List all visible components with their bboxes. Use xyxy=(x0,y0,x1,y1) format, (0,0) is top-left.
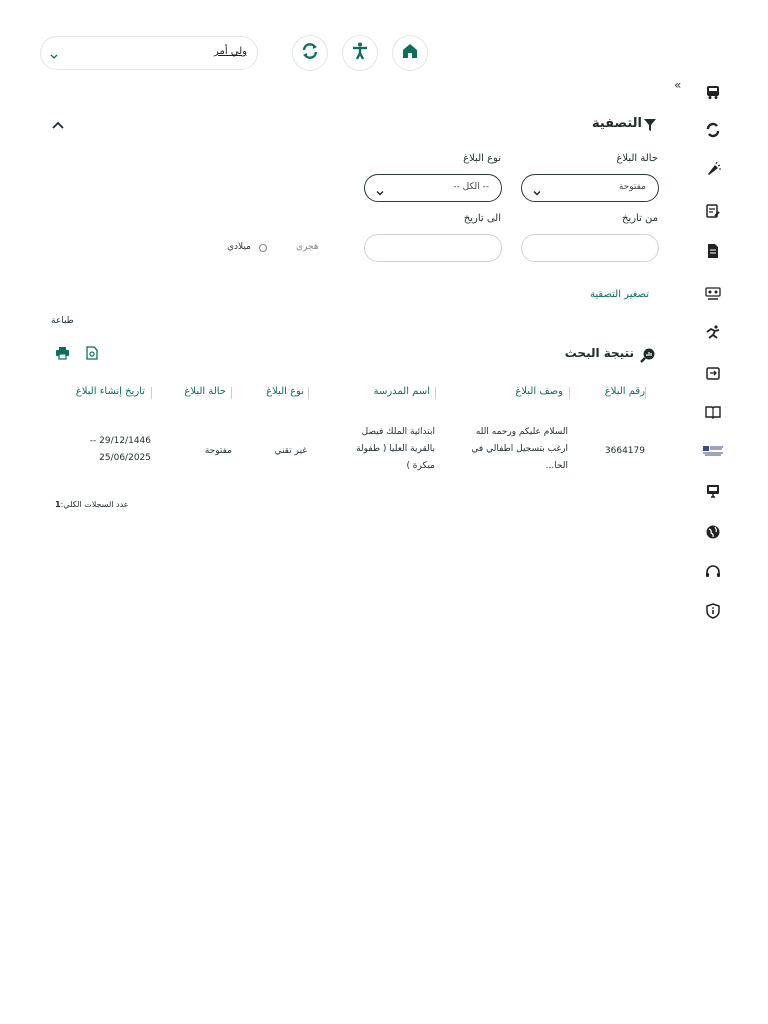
column-header-type[interactable]: نوع البلاغ xyxy=(266,386,304,397)
home-button[interactable] xyxy=(392,35,428,71)
total-records-value: 1 xyxy=(55,500,61,509)
edit-document-icon[interactable] xyxy=(702,200,724,222)
column-header-status[interactable]: حالة البلاغ xyxy=(184,386,226,397)
open-book-icon[interactable] xyxy=(702,401,724,423)
type-select[interactable] xyxy=(364,174,502,202)
cell-school-line: مبكرة ) xyxy=(406,461,435,471)
cell-report-id: 3664179 xyxy=(604,446,645,456)
column-separator xyxy=(435,387,436,399)
column-separator xyxy=(645,387,646,399)
accessibility-button[interactable] xyxy=(342,35,378,71)
print-icon[interactable] xyxy=(55,345,70,364)
status-label: حالة البلاغ xyxy=(616,153,658,164)
home-icon xyxy=(401,42,419,64)
to-date-label: الى تاريخ xyxy=(463,213,501,224)
cell-date-line: 29/12/1446 -- xyxy=(89,436,151,446)
total-records xyxy=(55,500,129,509)
role-select[interactable] xyxy=(40,36,258,70)
cell-school-line: بالقرية العليا ( طفولة xyxy=(356,444,435,454)
calendar-hijri-option[interactable]: هجري xyxy=(296,242,319,252)
cell-report-status: مفتوحة xyxy=(204,446,232,456)
running-person-icon[interactable] xyxy=(702,321,724,343)
column-separator xyxy=(569,387,570,399)
ministry-logo-icon[interactable] xyxy=(702,440,724,462)
monitor-icon[interactable] xyxy=(702,480,724,502)
cell-created-date xyxy=(90,433,151,467)
calendar-gregorian-radio[interactable] xyxy=(259,244,267,252)
globe-icon[interactable] xyxy=(702,521,724,543)
from-date-input[interactable] xyxy=(521,234,659,262)
cell-description-line: السلام عليكم ورحمه الله xyxy=(475,427,568,437)
column-separator xyxy=(151,387,152,399)
chevron-down-icon xyxy=(532,183,542,202)
refresh-button[interactable] xyxy=(292,35,328,71)
results-title: نتيجة البحث xyxy=(564,346,634,360)
total-records-label: عدد السجلات الكلي: xyxy=(60,500,129,509)
column-header-description[interactable]: وصف البلاغ xyxy=(515,386,563,397)
pdf-document-icon[interactable] xyxy=(702,240,724,262)
headset-icon[interactable] xyxy=(702,561,724,583)
filter-icon xyxy=(643,117,657,136)
cell-school-line: ابتدائية الملك فيصل xyxy=(361,427,435,437)
export-file-icon[interactable] xyxy=(86,345,98,364)
refresh-icon xyxy=(300,41,320,65)
column-header-created-date[interactable]: تاريخ إنشاء البلاغ xyxy=(75,386,145,397)
column-separator xyxy=(231,387,232,399)
search-chart-icon xyxy=(640,347,656,367)
accessibility-icon xyxy=(350,41,370,65)
cell-description-line: ارغب بتسجيل اطفالي في xyxy=(471,444,568,454)
print-label: طباعة xyxy=(51,316,74,326)
to-date-input[interactable] xyxy=(364,234,502,262)
calendar-gregorian-label: ميلادي xyxy=(227,242,251,252)
chevron-down-icon xyxy=(49,46,59,65)
from-date-label: من تاريخ xyxy=(621,213,658,224)
chevron-down-icon xyxy=(375,183,385,202)
column-separator xyxy=(308,387,309,399)
sidebar-collapse-button[interactable]: « xyxy=(674,78,682,92)
collapse-filter-chevron-up-icon[interactable] xyxy=(51,118,65,137)
shrink-filter-link[interactable]: تصغير التصفية xyxy=(590,289,649,300)
filter-title: التصفية xyxy=(591,116,642,131)
cell-description-line: الحا... xyxy=(545,461,568,471)
shield-info-icon[interactable] xyxy=(702,600,724,622)
people-group-icon[interactable] xyxy=(702,282,724,304)
cell-school-name xyxy=(356,424,435,475)
column-header-school[interactable]: اسم المدرسة xyxy=(373,386,430,397)
table-row[interactable] xyxy=(40,420,660,486)
bus-icon[interactable] xyxy=(702,81,724,103)
megaphone-icon[interactable] xyxy=(702,159,724,181)
role-select-value: ولي أمر xyxy=(213,46,247,57)
type-select-value: -- الكل -- xyxy=(453,182,489,192)
status-select[interactable] xyxy=(521,174,659,202)
cell-description xyxy=(471,424,568,475)
status-select-value: مفتوحة xyxy=(618,182,646,192)
cell-date-line: 25/06/2025 xyxy=(99,453,151,463)
type-label: نوع البلاغ xyxy=(463,153,501,164)
transfer-icon[interactable] xyxy=(702,362,724,384)
column-header-id[interactable]: رقم البلاغ xyxy=(604,386,645,397)
cell-report-type: غير تقني xyxy=(274,446,307,456)
swap-icon[interactable] xyxy=(702,119,724,141)
